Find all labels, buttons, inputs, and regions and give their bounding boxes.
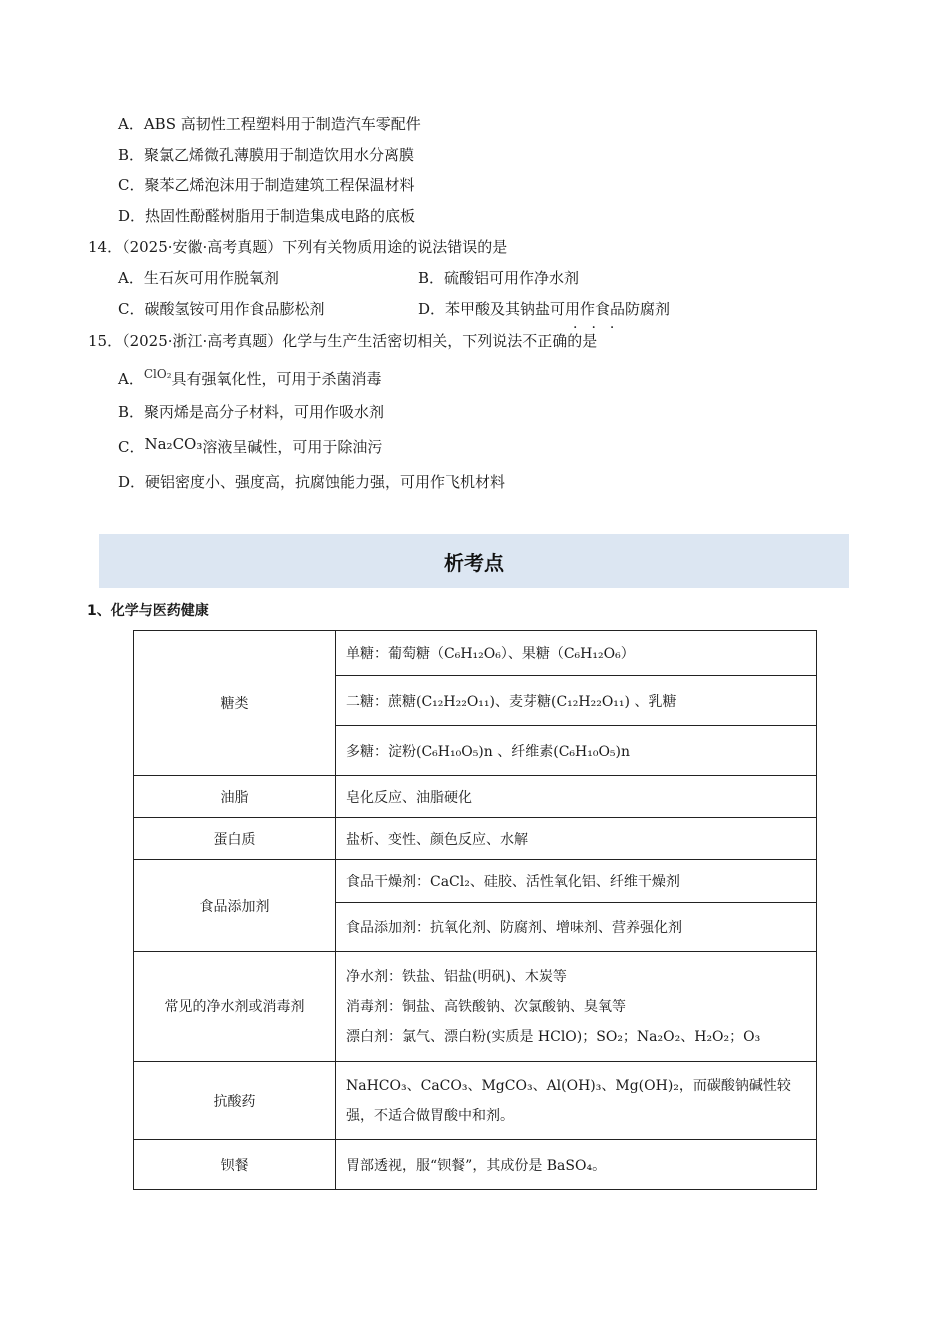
q15-stem: 15．（2025·浙江·高考真题）化学与生产生活密切相关，下列说法不正确的是 xyxy=(88,332,598,350)
desc-line: 强，不适合做胃酸中和剂。 xyxy=(346,1107,514,1124)
desc-cell: 食品干燥剂：CaCl₂、硅胶、活性氧化铝、纤维干燥剂 xyxy=(336,860,817,903)
q13-option-a: A．ABS 高韧性工程塑料用于制造汽车零配件 xyxy=(118,115,421,133)
table-row xyxy=(134,860,817,903)
category-cell: 蛋白质 xyxy=(134,818,336,860)
clo2-formula: ClO₂ xyxy=(143,367,172,381)
q14-option-a: A．生石灰可用作脱氧剂 xyxy=(118,269,279,287)
q14-option-b: B．硫酸铝可用作净水剂 xyxy=(418,269,580,287)
q15-option-c-label: C． xyxy=(118,438,145,456)
desc-cell: 食品添加剂：抗氧化剂、防腐剂、增味剂、营养强化剂 xyxy=(336,903,817,952)
q15-option-d: D．硬铝密度小、强度高，抗腐蚀能力强，可用作飞机材料 xyxy=(118,473,506,491)
section-title: 析考点 xyxy=(444,550,504,575)
section-subheading: 1、化学与医药健康 xyxy=(87,603,209,619)
desc-line: 消毒剂：铜盐、高铁酸钠、次氯酸钠、臭氧等 xyxy=(346,998,626,1015)
desc-line: 净水剂：铁盐、铝盐(明矾)、木炭等 xyxy=(346,968,567,985)
q14-stem: 14．（2025·安徽·高考真题）下列有关物质用途的说法错误的是 xyxy=(88,238,508,256)
q15-option-b: B．聚丙烯是高分子材料，可用作吸水剂 xyxy=(118,403,385,421)
category-cell: 糖类 xyxy=(134,631,336,776)
q13-option-c: C．聚苯乙烯泡沫用于制造建筑工程保温材料 xyxy=(118,176,415,194)
category-cell: 油脂 xyxy=(134,776,336,818)
table-row xyxy=(134,1062,817,1140)
q13-option-b: B．聚氯乙烯微孔薄膜用于制造饮用水分离膜 xyxy=(118,146,415,164)
table-row xyxy=(134,631,817,676)
table-row xyxy=(134,1140,817,1190)
q15-option-a xyxy=(118,369,382,390)
desc-cell: 皂化反应、油脂硬化 xyxy=(336,776,817,818)
q13-option-d: D．热固性酚醛树脂用于制造集成电路的底板 xyxy=(118,207,416,225)
knowledge-table xyxy=(133,630,817,1190)
desc-cell xyxy=(336,952,817,1062)
category-cell: 常见的净水剂或消毒剂 xyxy=(134,952,336,1062)
table-row xyxy=(134,818,817,860)
q15-option-a-label: A． xyxy=(118,370,144,388)
q15-option-c-text: 溶液呈碱性，可用于除油污 xyxy=(202,438,383,456)
q14-option-d: D．苯甲酸及其钠盐可用作食品防腐剂 xyxy=(418,300,671,318)
category-cell: 抗酸药 xyxy=(134,1062,336,1140)
na2co3-formula: Na₂CO₃ xyxy=(144,435,203,453)
desc-cell: 盐析、变性、颜色反应、水解 xyxy=(336,818,817,860)
desc-line: NaHCO₃、CaCO₃、MgCO₃、Al(OH)₃、Mg(OH)₂，而碳酸钠碱性较 xyxy=(346,1077,791,1094)
desc-cell xyxy=(336,1062,817,1140)
desc-line: 漂白剂：氯气、漂白粉(实质是 HClO)；SO₂；Na₂O₂、H₂O₂；O₃ xyxy=(346,1028,761,1045)
table-row xyxy=(134,952,817,1062)
q15-option-c xyxy=(118,437,382,457)
q14-option-c: C．碳酸氢铵可用作食品膨松剂 xyxy=(118,300,325,318)
emphasis-dots: ··· xyxy=(573,320,629,336)
desc-cell: 二糖：蔗糖(C₁₂H₂₂O₁₁)、麦芽糖(C₁₂H₂₂O₁₁) 、乳糖 xyxy=(336,676,817,726)
desc-cell: 胃部透视，服“钡餐”，其成份是 BaSO₄。 xyxy=(336,1140,817,1190)
q15-option-a-text: 具有强氧化性，可用于杀菌消毒 xyxy=(171,370,382,388)
category-cell: 钡餐 xyxy=(134,1140,336,1190)
section-banner xyxy=(99,534,849,588)
table-row xyxy=(134,776,817,818)
category-cell: 食品添加剂 xyxy=(134,860,336,952)
desc-cell: 单糖：葡萄糖（C₆H₁₂O₆）、果糖（C₆H₁₂O₆） xyxy=(336,631,817,676)
desc-cell: 多糖：淀粉(C₆H₁₀O₅)n 、纤维素(C₆H₁₀O₅)n xyxy=(336,726,817,776)
